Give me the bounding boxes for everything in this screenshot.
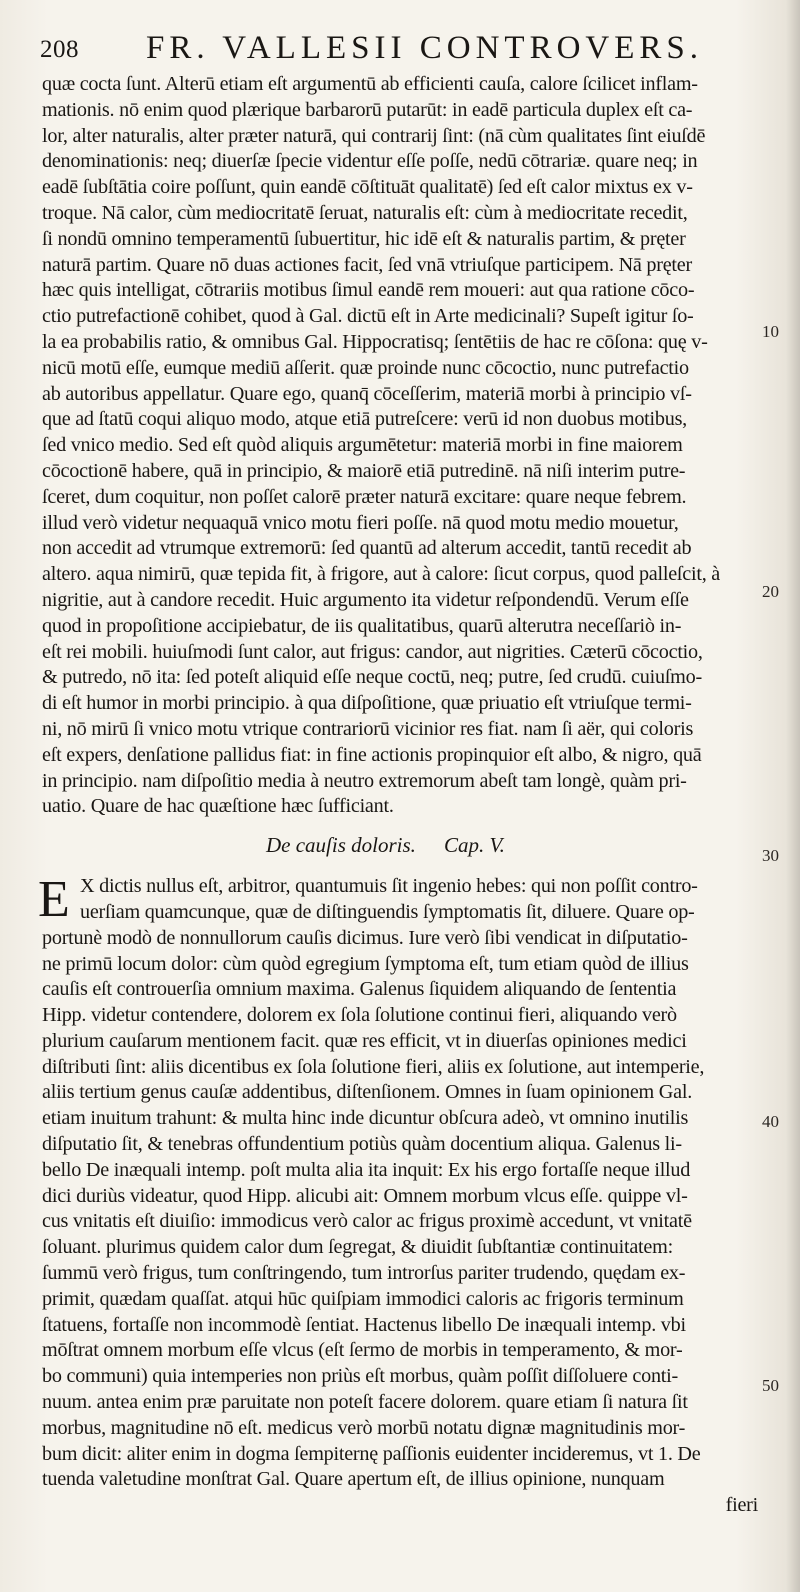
text-line: ſtatuens, fortaſſe non incommodè ſentiat. Hactenus libello De inæquali intemp. vbi [42,1313,686,1336]
margin-line-number: 10 [762,322,779,341]
main-text [38,72,762,1519]
text-line: mōſtrat omnem morbum eſſe vlcus (eſt ſermo de morbis in temperamento, & mor- [42,1339,683,1362]
page-header [40,28,730,72]
text-line: ctio putrefactionē cohibet, quod à Gal. dictū eſt in Arte medicinali? Supeſt igitur ſo- [42,305,694,328]
text-line: hæc quis intelligat, cōtrariis motibus ſimul eandē rem moueri: aut qua ratione cōco- [42,279,695,302]
text-line: ab autoribus appellatur. Quare ego, quanq̄ cōceſſerim, materiā morbi à principio vſ- [42,382,692,405]
text-line: la ea probabilis ratio, & omnibus Gal. Hippocratisq; ſentētiis de hac re cōſona: quę v- [42,330,708,353]
section-two-body [42,926,762,1494]
text-line: dici duriùs videatur, quod Hipp. alicubi ait: Omnem morbum vlcus eſſe. quippe vl- [42,1184,688,1207]
text-line: cus vnitatis eſt diuiſio: immodicus verò calor ac frigus proximè accedunt, vt vnitatē [42,1210,692,1233]
text-line: ſummū verò frigus, tum conſtringendo, tum introrſus pariter trudendo, quędam ex- [42,1262,686,1285]
drop-cap: E [38,871,70,929]
text-line: non accedit ad vtrumque extremorū: ſed quantū ad alterum accedit, tantū recedit ab [42,537,692,560]
text-line: lor, alter naturalis, alter præter naturā, qui contrarij ſint: (nā cùm qualitates ſint eiuſdē [42,124,706,147]
text-line: bo communi) quia intemperies non priùs eſt morbus, quàm poſſit diſſoluere conti- [42,1365,678,1388]
text-line: diſputatio ſit, & tenebras offundentium potiùs quàm docentium aliqua. Galenus li- [42,1133,682,1156]
text-line: ſed vnico medio. Sed eſt quòd aliquis argumētetur: materiā morbi in fine maiorem [42,434,683,457]
margin-line-number: 20 [762,582,779,601]
page-edge-shadow [786,0,800,1592]
text-line: bum dicit: aliter enim in dogma ſempiternę paſſionis euidenter incideremus, vt 1. De [42,1442,701,1465]
text-line: ni, nō mirū ſi vnico motu vtrique contrariorū vicinior res fiat. nam ſi aër, qui coloris [42,717,694,740]
chapter-heading [42,820,762,874]
margin-line-number: 40 [762,1112,779,1131]
text-line: nuum. antea enim præ paruitate non poteſt facere dolorem. quare etiam ſi natura ſit [42,1391,688,1414]
text-line: primit, quædam quaſſat. atqui hūc quiſpiam immodici caloris ac frigoris terminum [42,1287,684,1310]
text-line: nigritie, aut à candore recedit. Huic argumento ita videtur reſpondendū. Verum eſſe [42,588,689,611]
text-line: tuenda valetudine monſtrat Gal. Quare apertum eſt, de illius opinione, nunquam [42,1468,665,1491]
text-line: quæ cocta ſunt. Alterū etiam eſt argumentū ab efficienti cauſa, calore ſcilicet inflam- [42,73,698,95]
text-line-content: X dictis nullus eſt, arbitror, quantumuis ſit ingenio hebes: qui non poſſit contro- [80,875,698,898]
margin-line-number: 50 [762,1376,779,1395]
text-line: & putredo, nō ita: ſed poteſt aliquid eſſe neque coctū, neq; putre, ſed crudū. cuiuſmo- [42,666,702,689]
text-line: altero. aqua nimirū, quæ tepida fit, à frigore, aut à calore: ſicut corpus, quod palleſcit, à [42,563,721,586]
chapter-number: Cap. V. [444,833,505,858]
page-number: 208 [40,36,79,63]
text-line: cauſis eſt controuerſia omnium maxima. Galenus ſiquidem aliquando de ſententia [42,978,677,1001]
section-one [42,72,762,820]
text-line: quod in propoſitione accipiebatur, de iis qualitatibus, quarū alterutra neceſſariò in- [42,614,682,637]
text-line: diſtributi ſint: aliis dicentibus ex ſola ſolutione fieri, aliis ex ſolutione, aut intemperie, [42,1055,705,1078]
text-line: uerſiam quamcunque, quæ de diſtinguendis ſymptomatis ſit, diluere. Quare op- [80,900,695,923]
text-line: plurium cauſarum mentionem facit. quæ res efficit, vt in diuerſas opiniones medici [42,1029,687,1052]
text-line: aliis tertium genus cauſæ addentibus, diſtenſionem. Omnes in ſuam opinionem Gal. [42,1081,693,1104]
text-line: ſi nondū omnino temperamentū ſubuertitur, hic idē eſt & naturalis partim, & pręter [42,227,686,250]
text-line: ne primū locum dolor: cùm quòd egregium ſymptoma eſt, tum etiam quòd de illius [42,952,689,975]
text-line: naturā partim. Quare nō duas actiones facit, ſed vnā vtriuſque participem. Nā pręter [42,253,692,276]
margin-line-number: 30 [762,846,779,865]
text-line: mationis. nō enim quod plærique barbarorū putarūt: in eadē particula duplex eſt ca- [42,98,693,121]
text-line: portunè modò de nonnullorum cauſis dicimus. Iure verò ſibi vendicat in diſputatio- [42,926,688,949]
text-line: morbus, magnitudine nō eſt. medicus verò morbū notatu dignæ magnitudinis mor- [42,1416,686,1439]
text-line: troque. Nā calor, cùm mediocritatē ſeruat, naturalis eſt: cùm à mediocritate recedit, [42,201,688,224]
text-line: Hipp. videtur contendere, dolorem ex ſola ſolutione continui fieri, aliquando verò [42,1004,677,1027]
chapter-title: De cauſis doloris. [266,833,416,858]
text-line: eſt rei mobili. huiuſmodi ſunt calor, aut frigus: candor, aut nigrities. Cæterū cōcoctio, [42,640,703,663]
text-line: denominationis: neq; diuerſæ ſpecie videntur eſſe poſſe, nedū cōtrariæ. quare neq; in [42,150,698,173]
catchword: fieri [725,1494,758,1517]
text-line: eadē ſubſtātia coire poſſunt, quin eandē cōſtituāt qualitatē) ſed eſt calor mixtus ex v- [42,176,693,199]
text-line: bello De inæquali intemp. poſt multa alia ita inquit: Ex his ergo fortaſſe neque illud [42,1158,691,1181]
text-line: in principio. nam diſpoſitio media à neutro extremorum abeſt tam longè, quàm pri- [42,769,687,792]
text-line: illud verò videtur nequaquā vnico motu fieri poſſe. nā quod motu medio mouetur, [42,511,679,534]
text-line: uatio. Quare de hac quæſtione hæc ſufficiant. [42,795,394,818]
text-line: ſceret, dum coquitur, non poſſet calorē præter naturā excitare: quare neque febrem. [42,485,687,508]
section-two [38,871,762,1519]
text-line: ſoluant. plurimus quidem calor dum ſegregat, & diuidit ſubſtantiæ continuitatem: [42,1236,673,1259]
text-line: etiam inuitum trahunt: & multa hinc inde dicuntur obſcura adeò, vt omnino inutilis [42,1107,689,1130]
text-line: nicū motū eſſe, eumque mediū aſſerit. quæ proinde nunc cōcoctio, nunc putrefactio [42,356,689,379]
text-line: di eſt humor in morbi principio. à qua diſpoſitione, quæ priuatio eſt vtriuſque termi- [42,692,692,715]
text-line: que ad ſtatū coqui aliquo modo, atque etiā putreſcere: verū id non duobus motibus, [42,408,687,431]
running-title: FR. VALLESII CONTROVERS. [146,30,704,66]
text-line: cōcoctionē habere, quā in principio, & maiorē etiā putredinē. nā niſi interim putre- [42,459,686,482]
text-line: eſt expers, denſatione pallidus fiat: in fine actionis propinquior eſt albo, & nigro, quā [42,743,702,766]
